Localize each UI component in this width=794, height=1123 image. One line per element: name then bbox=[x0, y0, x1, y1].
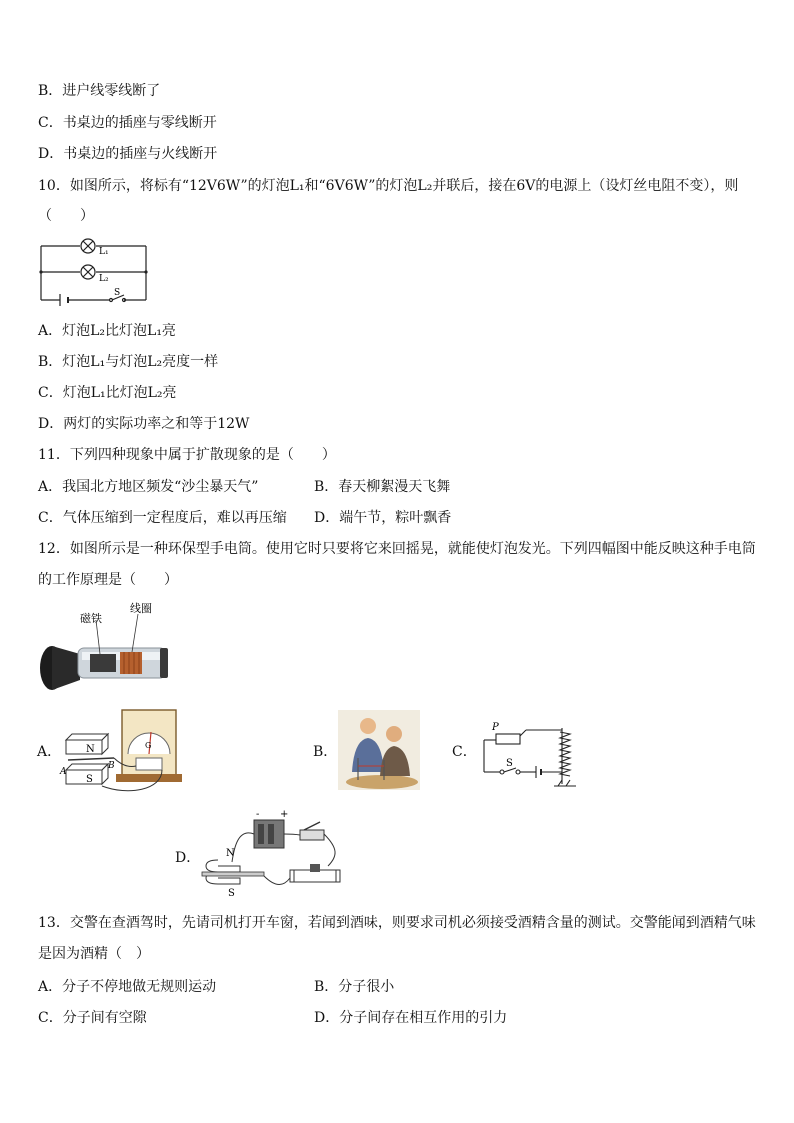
q9-option-d: D．书桌边的插座与火线断开 bbox=[38, 146, 218, 162]
q12-d-label-n: N bbox=[226, 848, 235, 859]
q11-stem: 11．下列四种现象中属于扩散现象的是（ ） bbox=[38, 447, 336, 463]
q10-label-l2: L₂ bbox=[99, 274, 109, 284]
q12-option-a-figure bbox=[58, 708, 182, 798]
q9-option-c: C．书桌边的插座与零线断开 bbox=[38, 115, 217, 131]
q12-a-label-s: S bbox=[86, 774, 93, 785]
q13-stem-line1: 13．交警在查酒驾时，先请司机打开车窗，若闻到酒味，则要求司机必须接受酒精含量的测试。交警能闻到酒精气味 bbox=[38, 915, 756, 931]
q10-option-b: B．灯泡L₁与灯泡L₂亮度一样 bbox=[38, 354, 219, 370]
q12-label-coil: 线圈 bbox=[130, 602, 152, 615]
q10-label-l1: L₁ bbox=[99, 247, 109, 257]
q12-label-magnet: 磁铁 bbox=[80, 612, 102, 625]
q12-option-d-figure bbox=[198, 808, 348, 898]
q10-label-s: S bbox=[114, 288, 121, 298]
q12-option-a-letter: A． bbox=[37, 744, 62, 760]
q12-option-b-figure bbox=[338, 710, 420, 790]
q12-c-label-s: S bbox=[506, 758, 513, 769]
q12-stem-line1: 12．如图所示是一种环保型手电筒。使用它时只要将它来回摇晃，就能使灯泡发光。下列四幅图中能反映这种手电筒 bbox=[38, 541, 756, 557]
q11-option-d: D．端午节，粽叶飘香 bbox=[314, 510, 452, 526]
q11-option-b: B．春天柳絮漫天飞舞 bbox=[314, 479, 451, 495]
q10-option-a: A．灯泡L₂比灯泡L₁亮 bbox=[38, 323, 176, 339]
q12-a-label-b: B bbox=[108, 761, 115, 771]
q13-option-c: C．分子间有空隙 bbox=[38, 1010, 147, 1026]
q10-option-d: D．两灯的实际功率之和等于12W bbox=[38, 416, 250, 432]
q12-stem-line2: 的工作原理是（ ） bbox=[38, 572, 178, 588]
q12-d-label-s: S bbox=[228, 888, 235, 898]
q12-a-label-g: G bbox=[145, 741, 152, 750]
q10-stem-line1: 10．如图所示，将标有“12V6W”的灯泡L₁和“6V6W”的灯泡L₂并联后，接在6V的电源上（设灯丝电阻不变），则 bbox=[38, 178, 739, 194]
q12-a-label-a: A bbox=[60, 767, 67, 777]
q11-option-a: A．我国北方地区频发“沙尘暴天气” bbox=[38, 479, 259, 495]
q13-stem-line2: 是因为酒精（ ） bbox=[38, 946, 150, 962]
q12-option-d-letter: D． bbox=[175, 850, 201, 866]
q12-d-label-plus: + bbox=[280, 809, 289, 820]
q10-stem-line2: （ ） bbox=[38, 208, 94, 224]
q9-option-b: B．进户线零线断了 bbox=[38, 83, 161, 99]
q13-option-a: A．分子不停地做无规则运动 bbox=[38, 979, 217, 995]
q12-flashlight-figure bbox=[34, 598, 174, 698]
q11-option-c: C．气体压缩到一定程度后，难以再压缩 bbox=[38, 510, 287, 526]
q12-option-b-letter: B． bbox=[313, 744, 338, 760]
q13-option-b: B．分子很小 bbox=[314, 979, 395, 995]
q12-c-label-p: P bbox=[492, 722, 499, 733]
q10-option-c: C．灯泡L₁比灯泡L₂亮 bbox=[38, 385, 177, 401]
q12-option-c-letter: C． bbox=[452, 744, 477, 760]
q13-option-d: D．分子间存在相互作用的引力 bbox=[314, 1010, 508, 1026]
q12-option-c-figure bbox=[474, 714, 584, 790]
q12-a-label-n: N bbox=[86, 744, 95, 755]
q10-circuit-diagram bbox=[36, 232, 151, 310]
q12-d-label-minus: - bbox=[256, 809, 260, 820]
